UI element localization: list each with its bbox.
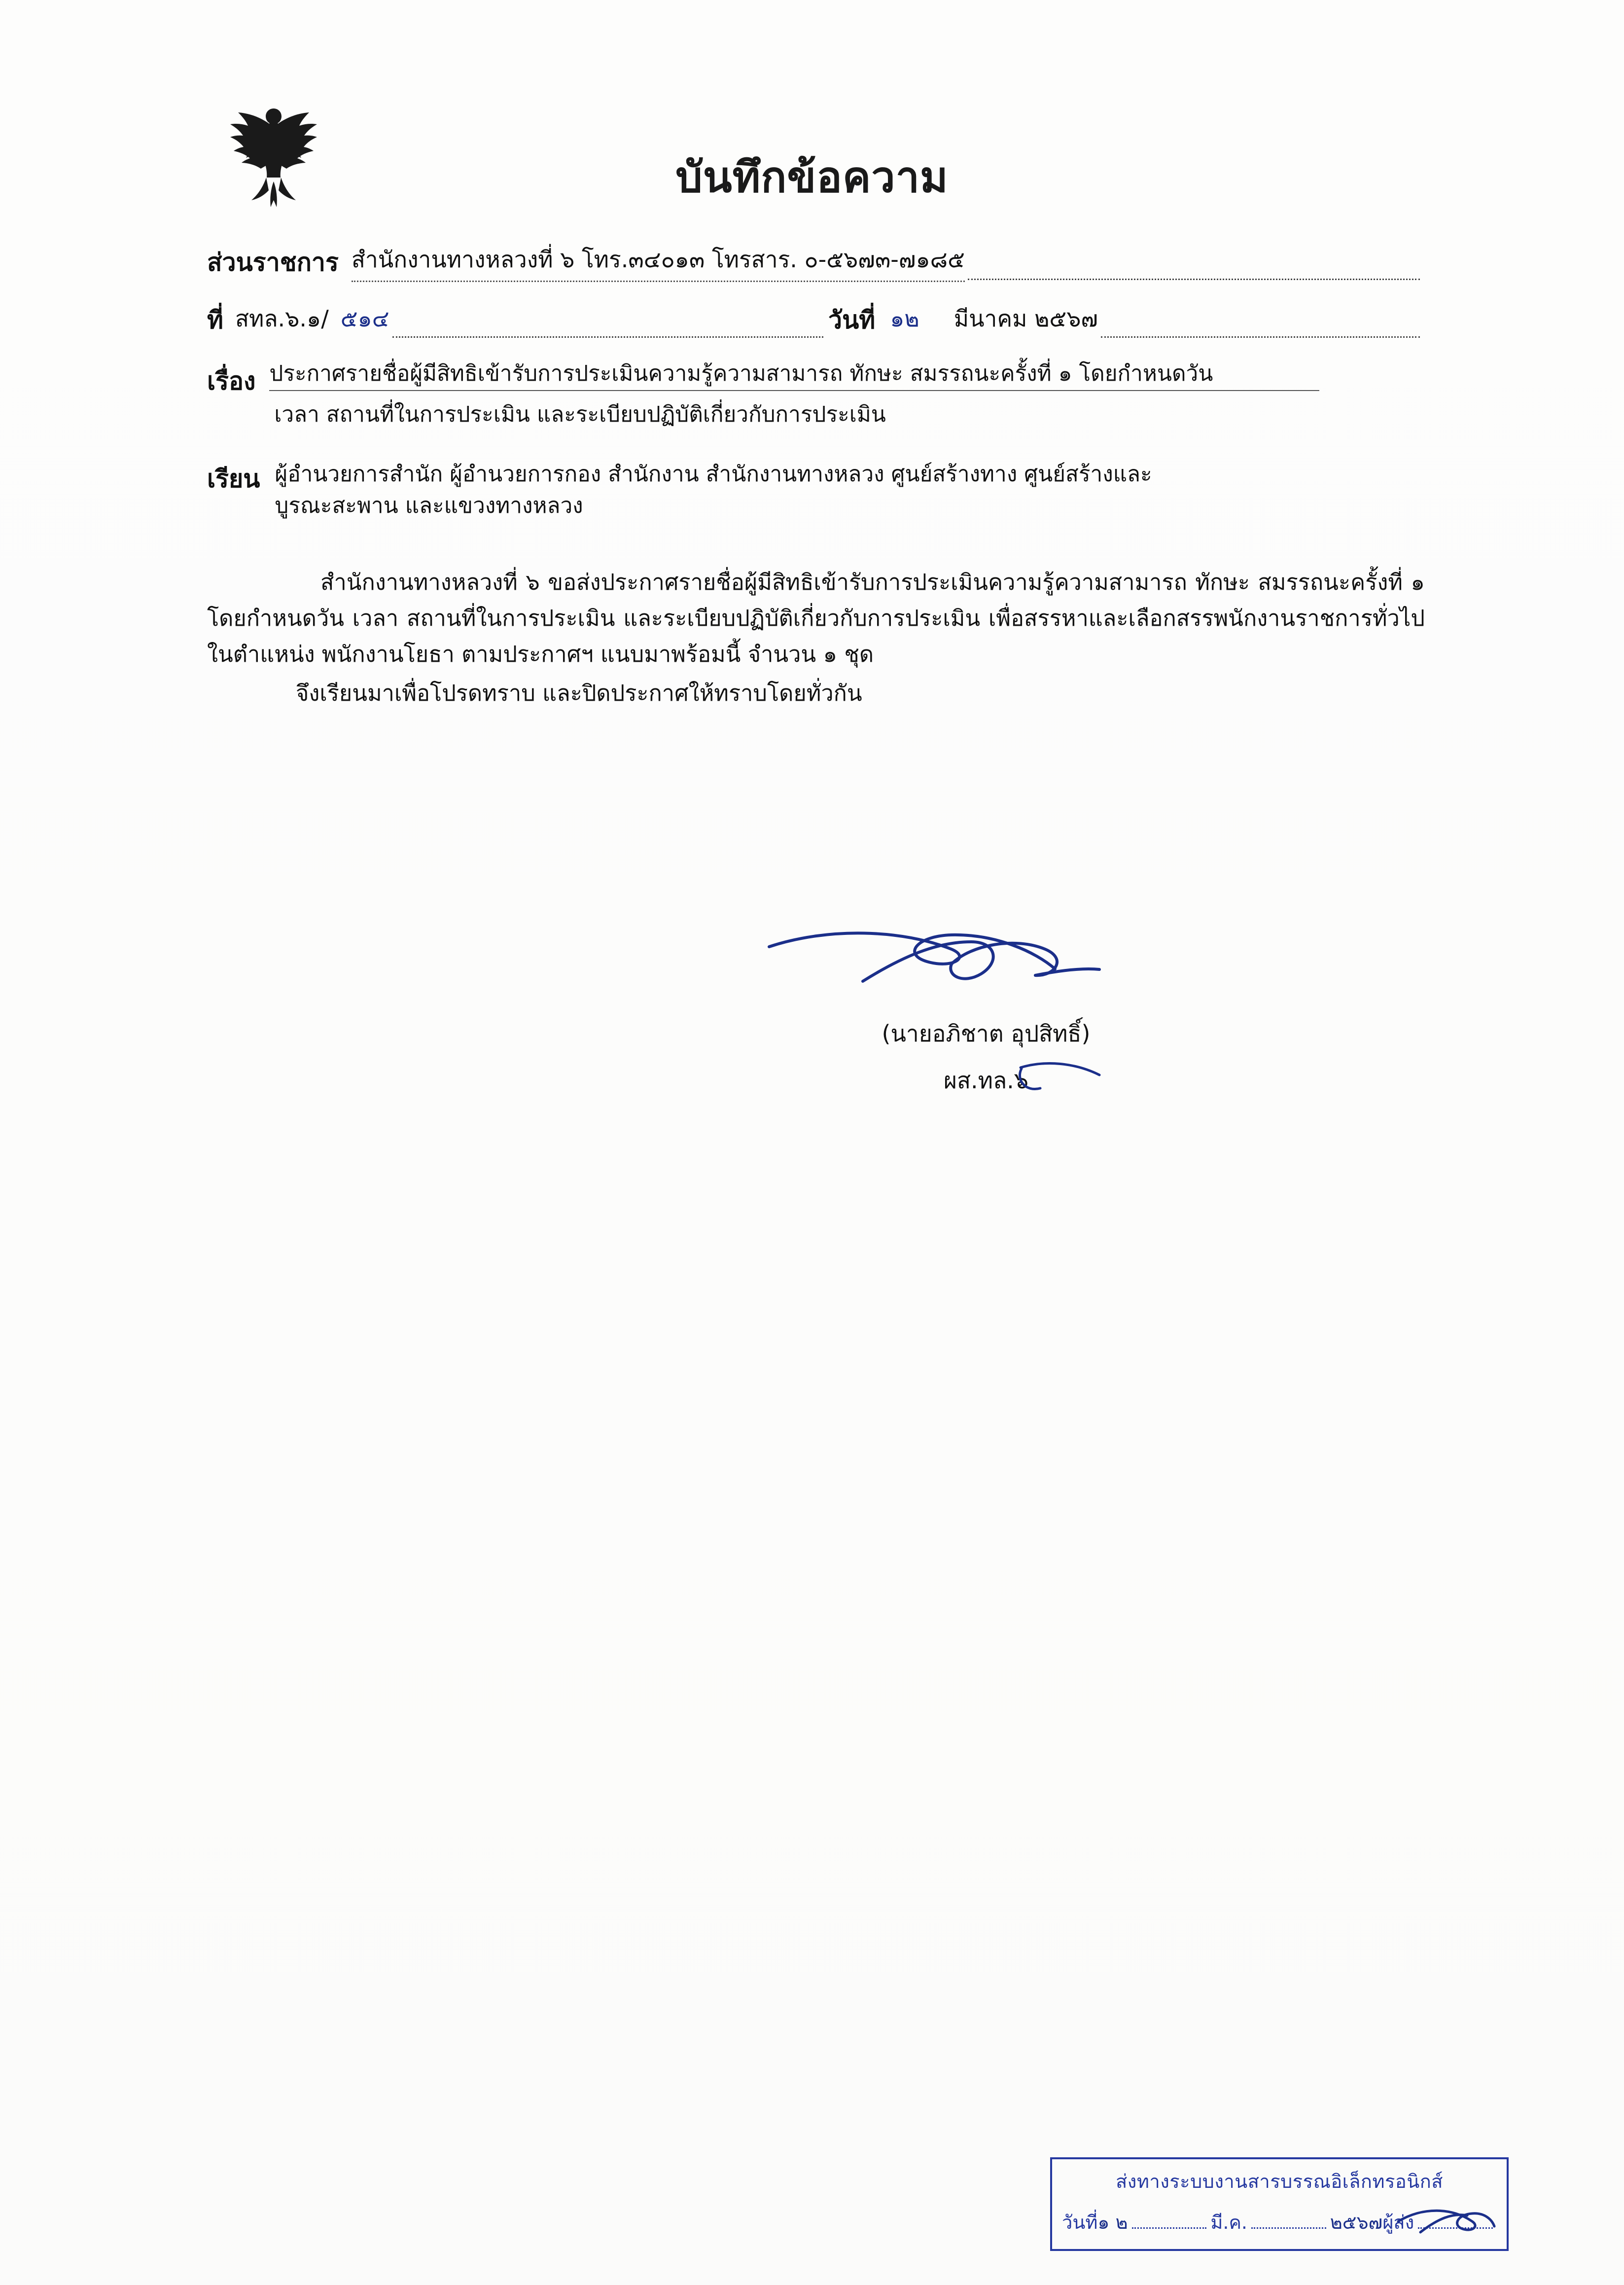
agency-dotted-line [968, 276, 1420, 280]
handwritten-signature [740, 922, 1233, 1016]
field-row-reference [207, 301, 823, 340]
agency-value: สำนักงานทางหลวงที่ ๖ โทร.๓๔๐๑๓ โทรสาร. ๐-๕๖๗๓-๗๑๘๕ [352, 242, 965, 282]
signer-name: (นายอภิชาต อุปสิทธิ์) [882, 1020, 1091, 1047]
agency-label: ส่วนราชการ [207, 248, 339, 277]
reference-label: ที่ [207, 306, 223, 334]
body-paragraph-2: จึงเรียนมาเพื่อโปรดทราบ และปิดประกาศให้ทราบโดยทั่วกัน [296, 679, 862, 706]
stamp-signature [1393, 2202, 1497, 2243]
subject-body [269, 360, 1319, 429]
field-row-date [828, 301, 1420, 340]
subject-line-2: เวลา สถานที่ในการประเมิน และระเบียบปฏิบัติเกี่ยวกับการประเมิน [274, 402, 886, 427]
body-paragraph-1: สำนักงานทางหลวงที่ ๖ ขอส่งประกาศรายชื่อผู้มีสิทธิเข้ารับการประเมินความรู้ความสามารถ ทักษะ สมรรถนะครั้งที่ ๑ โดยกำหนดวัน เวลา สถานที่ในการประเมิน และระเบียบปฏิบัติเกี่ยวกับการประเมิน เพื่อสรรหาและเลือกสรรพนักงานราชการทั่วไปในตำแหน่ง พนักงานโยธา ตามประกาศฯ แนบมาพร้อมนี้ จำนวน ๑ ชุด [207, 569, 1425, 667]
document-title: บันทึกข้อความ [675, 153, 949, 202]
date-dotted-line [1101, 333, 1420, 338]
subject-label: เรื่อง [207, 367, 256, 395]
stamp-date-day: ๑ ๒ [1097, 2212, 1128, 2233]
recipient-line-2: บูรณะสะพาน และแขวงทางหลวง [275, 493, 583, 518]
stamp-dots-1 [1132, 2214, 1207, 2229]
stamp-dots-2 [1251, 2214, 1326, 2229]
stamp-title: ส่งทางระบบงานสารบรรณอิเล็กทรอนิกส์ [1116, 2171, 1443, 2192]
date-month-year: มีนาคม ๒๕๖๗ [953, 305, 1098, 332]
stamp-date-label: วันที่ [1062, 2212, 1098, 2233]
signer-position-row [740, 1063, 1233, 1099]
reference-value: สทล.๖.๑/ [235, 305, 329, 332]
reference-handwritten: ๕๑๔ [340, 305, 389, 332]
date-handwritten: ๑๒ [890, 305, 919, 332]
recipient-label: เรียน [207, 464, 260, 493]
signature-tail-mark [1016, 1058, 1114, 1107]
document-body [207, 565, 1425, 714]
recipient-body [275, 459, 1325, 522]
signature-block [740, 922, 1233, 1099]
recipient-line-1: ผู้อำนวยการสำนัก ผู้อำนวยการกอง สำนักงาน สำนักงานทางหลวง ศูนย์สร้างทาง ศูนย์สร้างและ [275, 462, 1152, 487]
stamp-date-month: มี.ค. [1210, 2212, 1247, 2233]
stamp-date-year: ๒๕๖๗ [1330, 2212, 1383, 2233]
date-label: วันที่ [828, 306, 876, 334]
stamp-sender-label: ผู้ส่ง [1382, 2212, 1414, 2233]
field-row-subject [207, 360, 1420, 429]
reference-dotted-line [392, 333, 823, 338]
field-row-recipient [207, 459, 1420, 522]
electronic-dispatch-stamp [1050, 2157, 1509, 2251]
field-row-agency [207, 242, 1420, 282]
signer-position: ผส.ทล.๖ [944, 1067, 1028, 1094]
subject-line-1: ประกาศรายชื่อผู้มีสิทธิเข้ารับการประเมินความรู้ความสามารถ ทักษะ สมรรถนะครั้งที่ ๑ โดยกำหนดวัน [269, 360, 1319, 391]
